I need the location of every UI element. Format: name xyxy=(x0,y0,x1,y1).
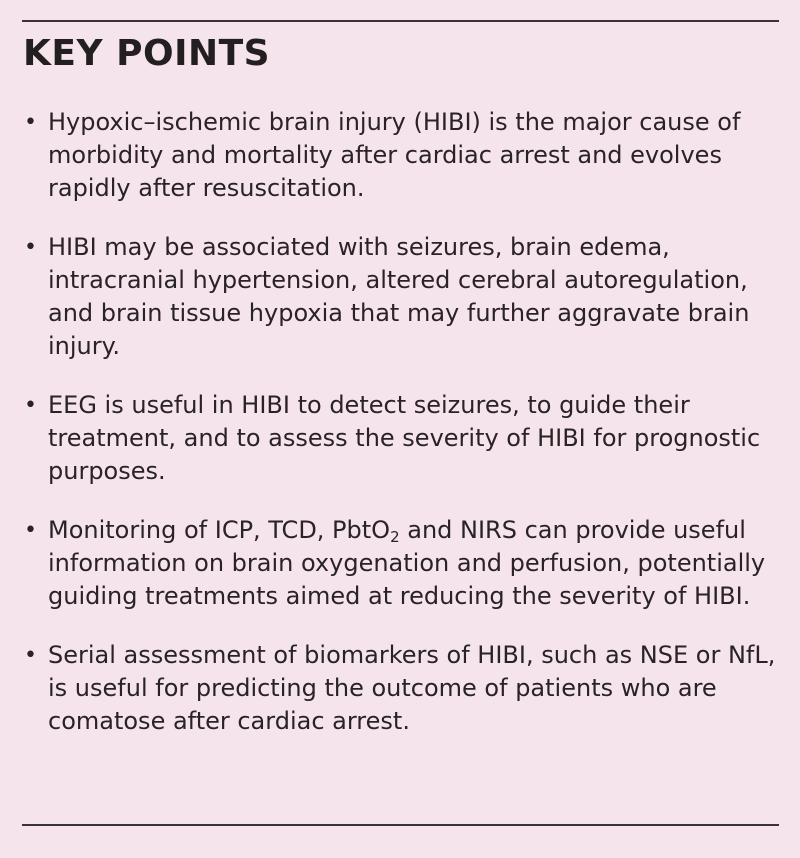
key-point-5 xyxy=(22,639,779,738)
subscript-two: 2 xyxy=(390,528,400,546)
key-point-2 xyxy=(22,231,779,363)
bullet-icon: • xyxy=(24,643,37,668)
bottom-rule xyxy=(22,824,779,826)
key-point-4 xyxy=(22,514,779,613)
key-point-text-before: Monitoring of ICP, TCD, PbtO xyxy=(48,516,391,544)
key-point-text: Serial assessment of biomarkers of HIBI, such as NSE or NfL, is useful for predicting the outcome of patients who are comatose after cardiac arrest. xyxy=(48,641,776,735)
bullet-icon: • xyxy=(24,110,37,135)
key-points-list xyxy=(22,106,779,764)
key-points-box xyxy=(22,0,779,858)
key-points-title: KEY POINTS xyxy=(23,33,271,74)
key-point-text-after: and NIRS can provide useful information on brain oxygenation and perfusion, potentially guiding treatments aimed at reducing the severity of HIBI. xyxy=(48,516,766,610)
key-point-text: Hypoxic–ischemic brain injury (HIBI) is the major cause of morbidity and mortality after cardiac arrest and evolves rapidly after resuscitation. xyxy=(48,108,741,202)
key-point-text: HIBI may be associated with seizures, brain edema, intracranial hypertension, altered cerebral autoregulation, and brain tissue hypoxia that may further aggravate brain injury. xyxy=(48,233,750,360)
key-point-text xyxy=(48,514,779,613)
bullet-icon: • xyxy=(24,393,37,418)
key-point-text: EEG is useful in HIBI to detect seizures, to guide their treatment, and to assess the severity of HIBI for prognostic purposes. xyxy=(48,391,761,485)
key-point-3 xyxy=(22,389,779,488)
bullet-icon: • xyxy=(24,518,37,543)
top-rule xyxy=(22,20,779,22)
key-point-1 xyxy=(22,106,779,205)
bullet-icon: • xyxy=(24,235,37,260)
